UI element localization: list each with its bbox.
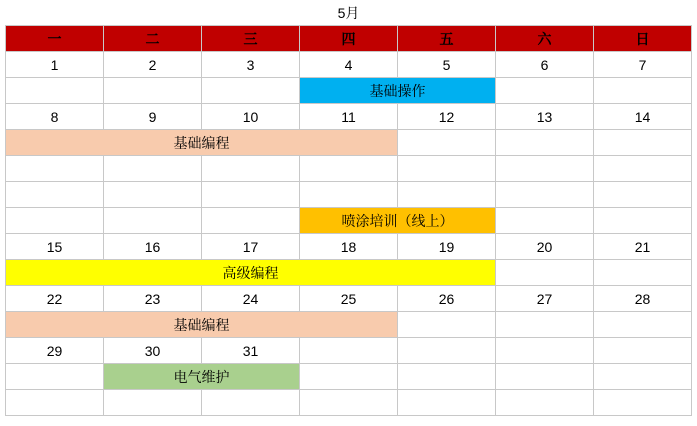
event-row (6, 364, 692, 390)
day-cell[interactable]: 21 (594, 234, 692, 260)
day-cell[interactable]: 31 (202, 338, 300, 364)
empty-cell (300, 182, 398, 208)
week-day-numbers-row (6, 286, 692, 312)
empty-cell (104, 156, 202, 182)
day-cell[interactable]: 13 (496, 104, 594, 130)
empty-cell (496, 312, 594, 338)
empty-cell (300, 390, 398, 416)
event-block[interactable]: 基础编程 (6, 130, 398, 156)
day-cell[interactable]: 29 (6, 338, 104, 364)
empty-cell (202, 390, 300, 416)
day-cell-empty[interactable] (594, 338, 692, 364)
empty-cell (6, 390, 104, 416)
day-cell[interactable]: 20 (496, 234, 594, 260)
event-block[interactable]: 电气维护 (104, 364, 300, 390)
day-cell[interactable]: 7 (594, 52, 692, 78)
day-cell[interactable]: 2 (104, 52, 202, 78)
empty-cell (594, 364, 692, 390)
event-block[interactable]: 基础操作 (300, 78, 496, 104)
day-cell[interactable]: 4 (300, 52, 398, 78)
empty-cell (496, 182, 594, 208)
event-block[interactable]: 喷涂培训（线上） (300, 208, 496, 234)
weekday-header-6: 日 (594, 26, 692, 52)
day-cell[interactable]: 6 (496, 52, 594, 78)
weekday-header-2: 三 (202, 26, 300, 52)
day-cell[interactable]: 1 (6, 52, 104, 78)
day-cell[interactable]: 23 (104, 286, 202, 312)
empty-cell (202, 208, 300, 234)
empty-cell (398, 130, 496, 156)
day-cell[interactable]: 22 (6, 286, 104, 312)
empty-cell (594, 312, 692, 338)
empty-cell (594, 208, 692, 234)
event-row (6, 260, 692, 286)
calendar-title-row (6, 0, 692, 26)
event-row (6, 390, 692, 416)
day-cell[interactable]: 16 (104, 234, 202, 260)
day-cell[interactable]: 15 (6, 234, 104, 260)
week-day-numbers-row (6, 338, 692, 364)
empty-cell (594, 260, 692, 286)
day-cell[interactable]: 3 (202, 52, 300, 78)
day-cell[interactable]: 27 (496, 286, 594, 312)
day-cell[interactable]: 26 (398, 286, 496, 312)
empty-cell (6, 156, 104, 182)
month-calendar (5, 0, 692, 416)
empty-cell (202, 182, 300, 208)
day-cell-empty[interactable] (300, 338, 398, 364)
empty-cell (300, 156, 398, 182)
weekday-header-5: 六 (496, 26, 594, 52)
event-block[interactable]: 基础编程 (6, 312, 398, 338)
empty-cell (398, 182, 496, 208)
empty-cell (496, 78, 594, 104)
event-row (6, 130, 692, 156)
week-day-numbers-row (6, 234, 692, 260)
day-cell[interactable]: 17 (202, 234, 300, 260)
weekday-header-0: 一 (6, 26, 104, 52)
empty-cell (104, 208, 202, 234)
empty-cell (104, 182, 202, 208)
empty-cell (496, 156, 594, 182)
empty-cell (104, 390, 202, 416)
week-day-numbers-row (6, 104, 692, 130)
day-cell[interactable]: 24 (202, 286, 300, 312)
day-cell[interactable]: 12 (398, 104, 496, 130)
event-row (6, 78, 692, 104)
empty-cell (594, 156, 692, 182)
event-row (6, 156, 692, 182)
day-cell-empty[interactable] (496, 338, 594, 364)
event-row (6, 182, 692, 208)
day-cell[interactable]: 11 (300, 104, 398, 130)
empty-cell (594, 78, 692, 104)
empty-cell (300, 364, 398, 390)
empty-cell (6, 182, 104, 208)
day-cell[interactable]: 25 (300, 286, 398, 312)
day-cell[interactable]: 10 (202, 104, 300, 130)
empty-cell (6, 208, 104, 234)
empty-cell (594, 182, 692, 208)
empty-cell (398, 312, 496, 338)
empty-cell (202, 78, 300, 104)
empty-cell (594, 130, 692, 156)
weekday-header-3: 四 (300, 26, 398, 52)
empty-cell (6, 78, 104, 104)
empty-cell (6, 364, 104, 390)
week-day-numbers-row (6, 52, 692, 78)
day-cell[interactable]: 19 (398, 234, 496, 260)
day-cell[interactable]: 5 (398, 52, 496, 78)
empty-cell (398, 390, 496, 416)
event-row (6, 312, 692, 338)
day-cell[interactable]: 8 (6, 104, 104, 130)
empty-cell (594, 390, 692, 416)
event-block[interactable]: 高级编程 (6, 260, 496, 286)
empty-cell (496, 260, 594, 286)
empty-cell (496, 208, 594, 234)
day-cell[interactable]: 9 (104, 104, 202, 130)
weekday-header-1: 二 (104, 26, 202, 52)
day-cell[interactable]: 28 (594, 286, 692, 312)
empty-cell (104, 78, 202, 104)
day-cell-empty[interactable] (398, 338, 496, 364)
empty-cell (398, 156, 496, 182)
empty-cell (398, 364, 496, 390)
day-cell[interactable]: 18 (300, 234, 398, 260)
empty-cell (202, 156, 300, 182)
empty-cell (496, 390, 594, 416)
empty-cell (496, 364, 594, 390)
month-title: 5月 (6, 0, 692, 26)
day-cell[interactable]: 14 (594, 104, 692, 130)
calendar-body (6, 0, 692, 416)
weekday-header-row (6, 26, 692, 52)
event-row (6, 208, 692, 234)
day-cell[interactable]: 30 (104, 338, 202, 364)
weekday-header-4: 五 (398, 26, 496, 52)
empty-cell (496, 130, 594, 156)
